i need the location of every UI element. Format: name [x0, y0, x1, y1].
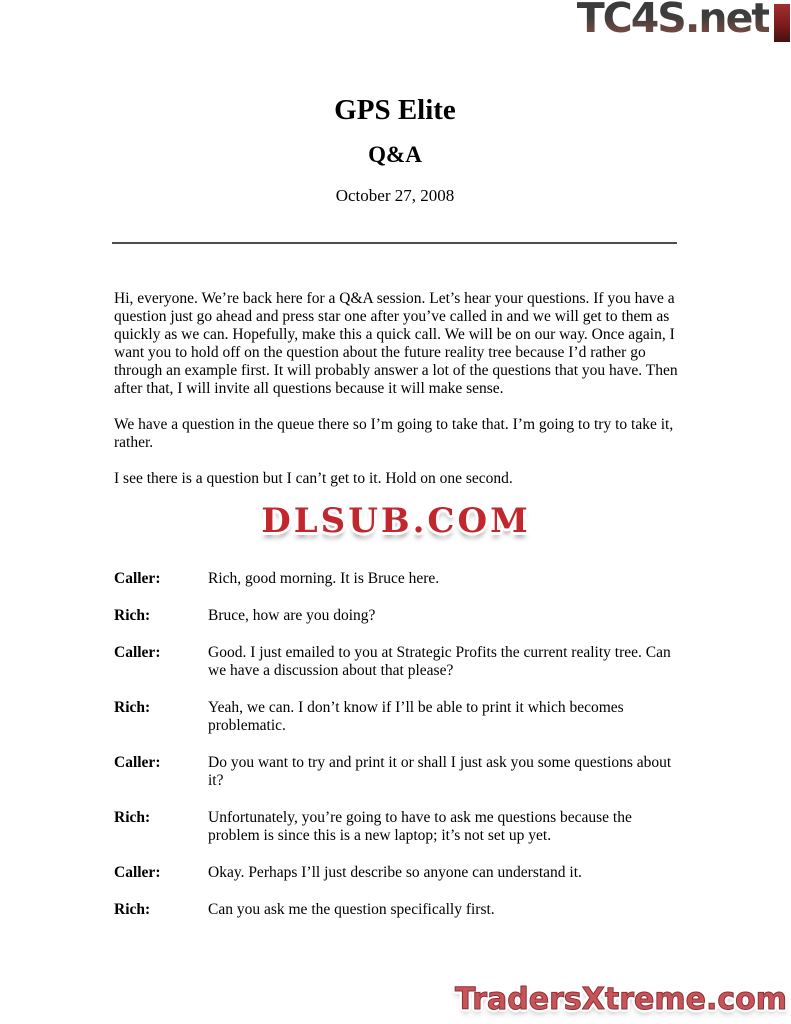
speaker-label: Rich:	[114, 607, 151, 624]
speech-text: Yeah, we can. I don’t know if I’ll be able to print it which becomes problematic.	[208, 699, 624, 734]
speech-text: Bruce, how are you doing?	[208, 607, 376, 624]
intro-paragraph-2: We have a question in the queue there so I’m going to take that. I’m going to try to take it, rather.	[114, 416, 674, 451]
dialog-row	[114, 570, 678, 588]
speech-text: Okay. Perhaps I’ll just describe so anyone can understand it.	[208, 864, 582, 881]
speaker-label: Caller:	[114, 570, 161, 587]
speaker-label: Caller:	[114, 754, 161, 771]
dialog-row	[114, 864, 678, 882]
tc4s-watermark: TC4S.net	[577, 0, 769, 42]
speech-text: Can you ask me the question specifically first.	[208, 901, 495, 918]
tradersxtreme-watermark: TradersXtreme.com	[455, 982, 787, 1017]
dialog-transcript	[114, 570, 678, 919]
speech-text: Unfortunately, you’re going to have to ask me questions because the problem is since this is a new laptop; it’s not set up yet.	[208, 809, 632, 844]
horizontal-divider	[112, 242, 677, 244]
speaker-label: Rich:	[114, 809, 151, 826]
document-body	[114, 290, 678, 938]
dialog-row	[114, 699, 678, 735]
dialog-row	[114, 754, 678, 790]
doc-date: October 27, 2008	[335, 186, 455, 205]
speaker-label: Caller:	[114, 864, 161, 881]
speech-text: Do you want to try and print it or shall I just ask you some questions about it?	[208, 754, 672, 789]
speech-text: Rich, good morning. It is Bruce here.	[208, 570, 440, 587]
dialog-row	[114, 644, 678, 680]
intro-paragraph-1: Hi, everyone. We’re back here for a Q&A session. Let’s hear your questions. If you have a question just go ahead and press star one after you’ve called in and we will get to them as quickly as we can. Hopefully, make this a quick call. We will be on our way. Once again, I want you to hold off on the question about the future reality tree because I’d rather go through an example first. It will probably answer a lot of the questions that you have. Then after that, I will invite all questions because it will make sense.	[114, 290, 678, 397]
dialog-row	[114, 901, 678, 919]
speaker-label: Caller:	[114, 644, 161, 661]
intro-paragraph-3: I see there is a question but I can’t get to it. Hold on one second.	[114, 470, 513, 487]
doc-subtitle: Q&A	[368, 142, 422, 167]
speaker-label: Rich:	[114, 699, 151, 716]
speaker-label: Rich:	[114, 901, 151, 918]
red-bar-decoration	[774, 4, 790, 42]
speech-text: Good. I just emailed to you at Strategic Profits the current reality tree. Can we have a discussion about that please?	[208, 644, 671, 679]
document-header	[112, 94, 678, 206]
dialog-row	[114, 607, 678, 625]
dialog-row	[114, 809, 678, 845]
doc-title: GPS Elite	[334, 94, 456, 126]
dlsub-watermark: DLSUB.COM	[261, 501, 531, 541]
